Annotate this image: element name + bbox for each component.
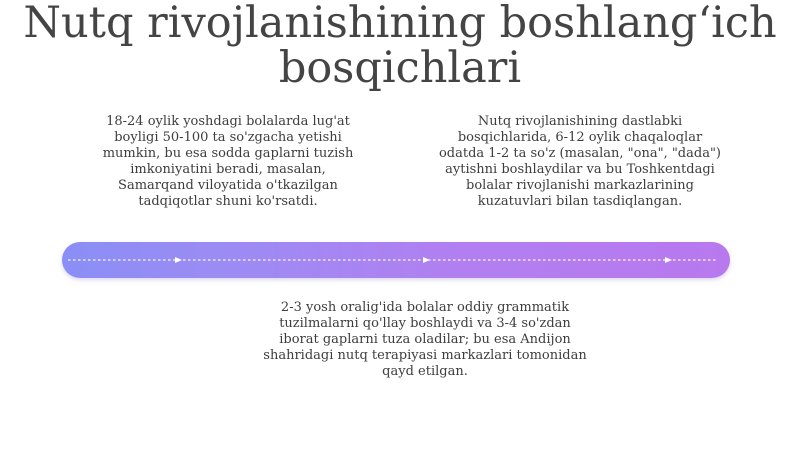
text-line: qayd etilgan. [382,364,468,379]
timeline-arrows [62,242,730,278]
text-line: iborat gaplarni tuza oladilar; bu esa Andijon [279,332,571,347]
text-line: imkoniyatini beradi, masalan, [130,162,326,177]
arrow-marker-1 [175,257,182,263]
text-line: Nutq rivojlanishining dastlabki [477,114,683,129]
arrow-marker-3 [665,257,672,263]
text-line: shahridagi nutq terapiyasi markazlari tomonidan [263,348,587,363]
text-line: bosqichlarida, 6-12 oylik chaqaloqlar [457,130,703,145]
text-line: kuzatuvlari bilan tasdiqlangan. [477,194,683,209]
text-line: 2-3 yosh oralig'ida bolalar oddiy grammatik [280,300,570,315]
timeline-bar [62,242,730,278]
text-line: odatda 1-2 ta so'z (masalan, "ona", "dada") [438,146,722,161]
text-line: aytishni boshlaydilar va bu Toshkentdagi [445,162,715,177]
text-line: 18-24 oylik yoshdagi bolalarda lug'at [106,114,350,129]
text-line: bolalar rivojlanishi markazlarining [466,178,694,193]
text-line: tuzilmalarni qo'llay boshlaydi va 3-4 so'zdan [279,316,571,331]
slide-title: Nutq rivojlanishining boshlang‘ich bosqichlari [23,0,777,93]
text-line: boyligi 50-100 ta so'zgacha yetishi [114,130,342,145]
text-block-bottom [240,300,610,380]
arrow-marker-2 [423,257,430,263]
text-line: Samarqand viloyatida o'tkazilgan [118,178,338,193]
text-block-left [78,114,378,210]
text-block-right [420,114,740,210]
text-line: mumkin, bu esa sodda gaplarni tuzish [102,146,354,161]
text-line: tadqiqotlar shuni ko'rsatdi. [138,194,318,209]
